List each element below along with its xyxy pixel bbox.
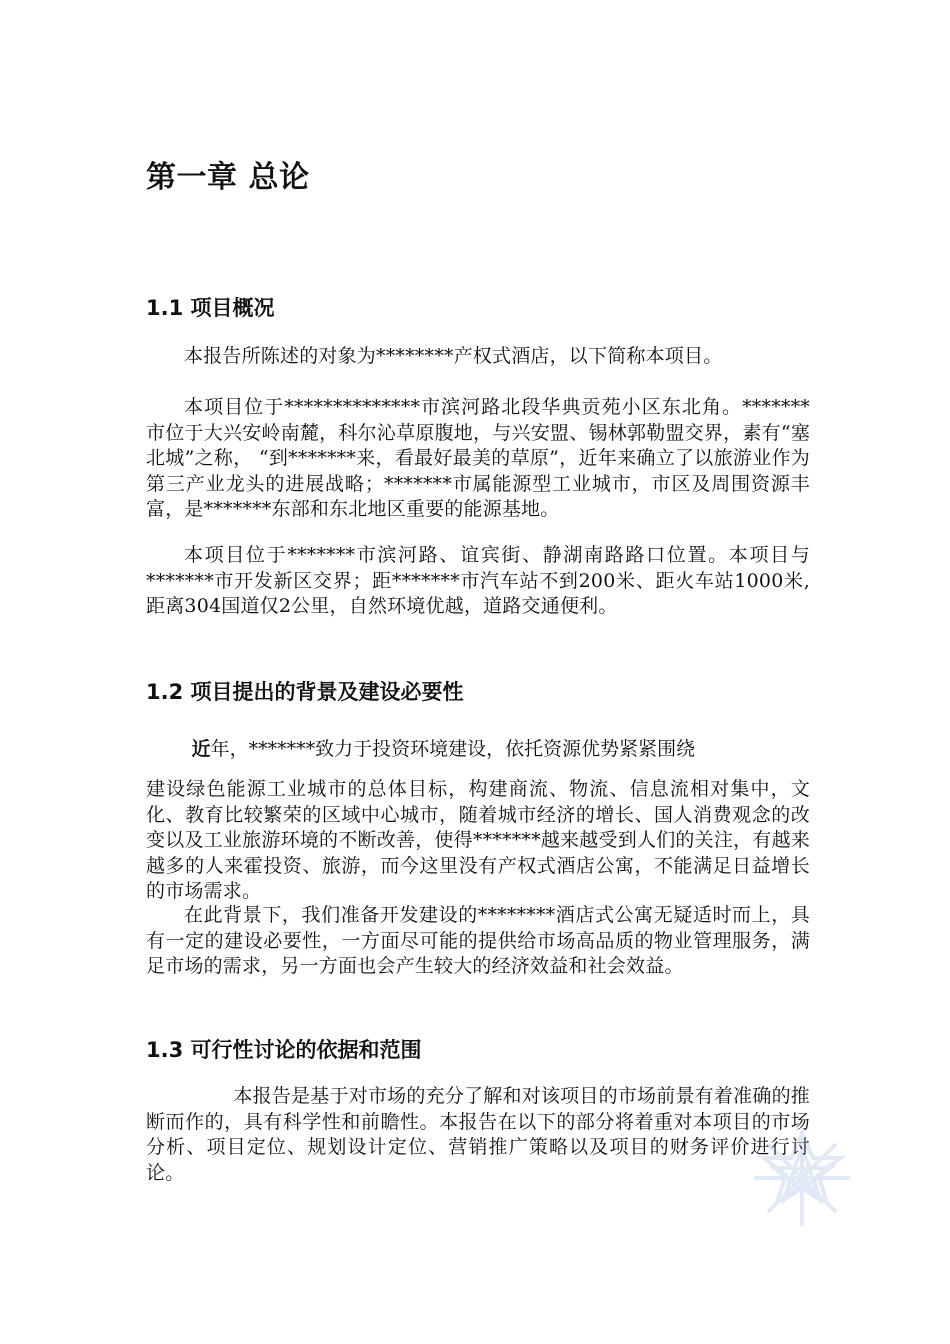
paragraph: 本报告所陈述的对象为********产权式酒店，以下简称本项目。 [184,345,723,367]
section-heading-1-3: 1.3 可行性讨论的依据和范围 [146,1038,422,1062]
section-heading-1-1: 1.1 项目概况 [146,296,275,320]
chapter-title: 第一章 总论 [146,160,310,195]
paragraph-lead-line [146,737,810,763]
paragraph: 本项目位于*******市滨河路、谊宾街、静湖南路路口位置。本项目与*******市开发新区交界；距*******市汽车站不到200米、距火车站1000米,距离304国道仅2公里，自然环境优越，道路交通便利。 [146,544,810,617]
lead-line-text: 年，*******致力于投资环境建设，依托资源优势紧紧围绕 [210,738,696,760]
paragraph: 本报告是基于对市场的充分了解和对该项目的市场前景有着准确的推断而作的，具有科学性和前瞻性。本报告在以下的部分将着重对本项目的市场分析、项目定位、规划设计定位、营销推广策略以及项目的财务评价进行讨论。 [146,1085,810,1184]
paragraph: 在此背景下，我们准备开发建设的********酒店式公寓无疑适时而上，具有一定的建设必要性，一方面尽可能的提供给市场高品质的物业管理服务，满足市场的需求，另一方面也会产生较大的经济效益和社会效益。 [146,904,810,977]
paragraph: 本项目位于**************市滨河路北段华典贡苑小区东北角。*******市位于大兴安岭南麓，科尔沁草原腹地，与兴安盟、锡林郭勒盟交界，素有“塞北城”之称， “到*******来，看最好最美的草原”，近年来确立了以旅游业作为第三产业龙头的进展战略；*******市属能源型工业城市，市区及周围资源丰富，是*******东部和东北地区重要的能源基地。 [146,396,810,520]
paragraph: 建设绿色能源工业城市的总体目标，构建商流、物流、信息流相对集中，文化、教育比较繁荣的区域中心城市，随着城市经济的增长、国人消费观念的改变以及工业旅游环境的不断改善，使得*******越来越受到人们的关注，有越来越多的人来霍投资、旅游，而今这里没有产权式酒店公寓，不能满足日益增长的市场需求。 [146,778,810,902]
snowflake-logo-icon [752,1128,852,1228]
lead-character: 近 [191,738,211,760]
section-heading-1-2: 1.2 项目提出的背景及建设必要性 [146,680,464,704]
